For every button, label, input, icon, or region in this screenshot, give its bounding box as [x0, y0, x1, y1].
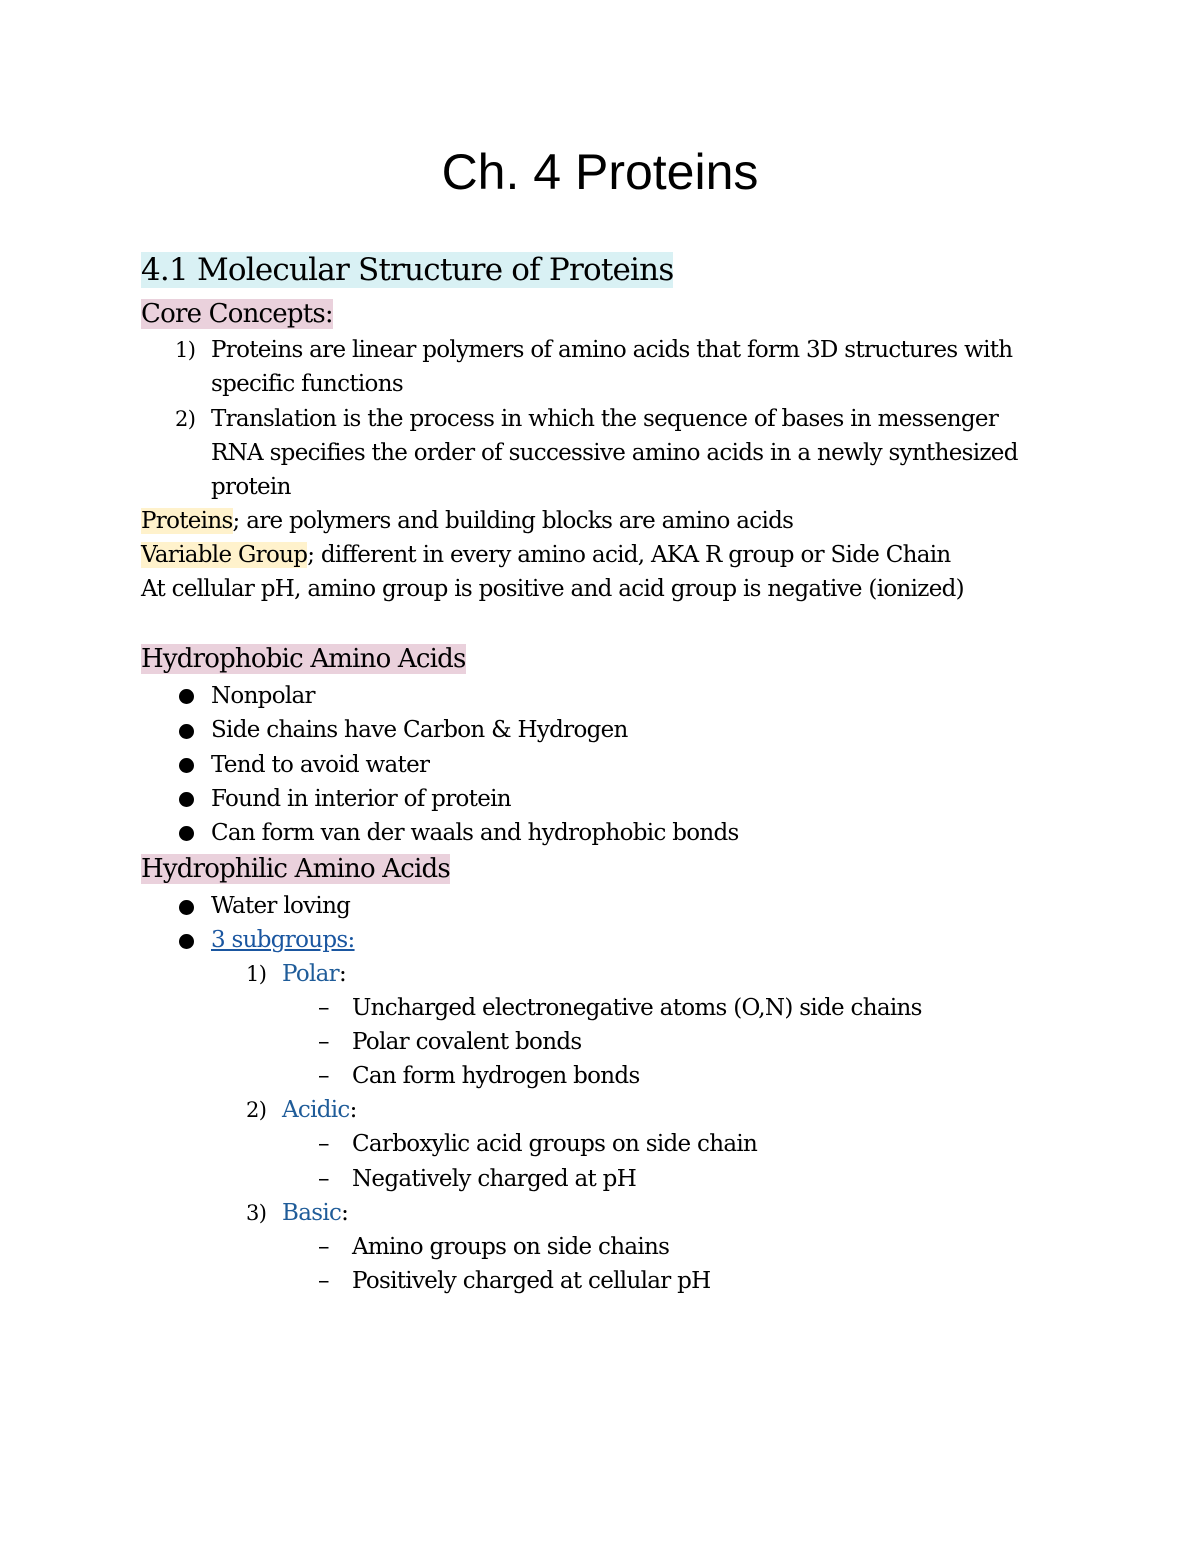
bullet-icon — [179, 826, 194, 841]
hydrophilic-heading-text: Hydrophilic Amino Acids — [141, 854, 450, 884]
group-point: Positively charged at cellular pH — [352, 1268, 711, 1294]
core-item-2-line-1: Translation is the process in which the sequence of bases in messenger — [211, 406, 999, 432]
group-colon: : — [349, 1097, 357, 1123]
bullet-icon — [179, 900, 194, 915]
bullet-icon — [179, 758, 194, 773]
bullet-icon — [179, 934, 194, 949]
dash-icon: – — [318, 1234, 330, 1260]
group-point: Polar covalent bonds — [352, 1029, 582, 1055]
group-number: 1) — [246, 962, 267, 986]
core-concepts-label — [141, 296, 333, 332]
subgroups-link[interactable]: 3 subgroups: — [211, 927, 355, 953]
core-item-2-number: 2) — [175, 407, 196, 431]
group-point: Carboxylic acid groups on side chain — [352, 1131, 758, 1157]
dash-icon: – — [318, 1268, 330, 1294]
bullet-icon — [179, 724, 194, 739]
group-name: Basic — [282, 1200, 342, 1226]
ph-note: At cellular pH, amino group is positive and acid group is negative (ionized) — [141, 576, 964, 602]
definition-proteins — [141, 504, 793, 538]
dash-icon: – — [318, 1166, 330, 1192]
hydrophobic-heading-text: Hydrophobic Amino Acids — [141, 644, 466, 674]
group-point: Negatively charged at pH — [352, 1166, 637, 1192]
core-item-2-line-2: RNA specifies the order of successive amino acids in a newly synthesized — [211, 440, 1018, 466]
hydrophobic-heading — [141, 641, 466, 677]
group-point: Can form hydrogen bonds — [352, 1063, 640, 1089]
bullet-icon — [179, 689, 194, 704]
group-number: 3) — [246, 1201, 267, 1225]
group-basic — [282, 1196, 348, 1230]
section-heading — [141, 250, 673, 290]
definition-term: Proteins — [141, 508, 233, 534]
hydrophobic-item: Nonpolar — [211, 683, 315, 709]
core-item-1-line-1: Proteins are linear polymers of amino acids that form 3D structures with — [211, 337, 1013, 363]
core-item-1-line-2: specific functions — [211, 371, 403, 397]
section-heading-text: 4.1 Molecular Structure of Proteins — [141, 252, 674, 288]
hydrophilic-item: Water loving — [211, 893, 351, 919]
core-concepts-text: Core Concepts: — [141, 299, 333, 329]
core-item-1-number: 1) — [175, 338, 196, 362]
bullet-icon — [179, 792, 194, 807]
dash-icon: – — [318, 995, 330, 1021]
group-colon: : — [338, 961, 347, 987]
hydrophobic-item: Tend to avoid water — [211, 752, 430, 778]
group-polar — [282, 957, 346, 991]
group-point: Amino groups on side chains — [352, 1234, 670, 1260]
dash-icon: – — [318, 1131, 330, 1157]
definition-text: ; different in every amino acid, AKA R group or Side Chain — [307, 542, 951, 568]
definition-term: Variable Group — [141, 542, 308, 568]
dash-icon: – — [318, 1063, 330, 1089]
group-colon: : — [341, 1200, 349, 1226]
core-item-2-line-3: protein — [211, 474, 291, 500]
group-point: Uncharged electronegative atoms (O,N) side chains — [352, 995, 922, 1021]
hydrophilic-heading — [141, 851, 450, 887]
dash-icon: – — [318, 1029, 330, 1055]
group-number: 2) — [246, 1098, 267, 1122]
definition-text: ; are polymers and building blocks are amino acids — [232, 508, 794, 534]
group-acidic — [282, 1093, 357, 1127]
definition-variable-group — [141, 538, 951, 572]
group-name: Acidic — [282, 1097, 350, 1123]
hydrophobic-item: Found in interior of protein — [211, 786, 511, 812]
page-title: Ch. 4 Proteins — [441, 144, 759, 200]
group-name: Polar — [282, 961, 339, 987]
hydrophobic-item: Can form van der waals and hydrophobic bonds — [211, 820, 739, 846]
hydrophobic-item: Side chains have Carbon & Hydrogen — [211, 717, 628, 743]
